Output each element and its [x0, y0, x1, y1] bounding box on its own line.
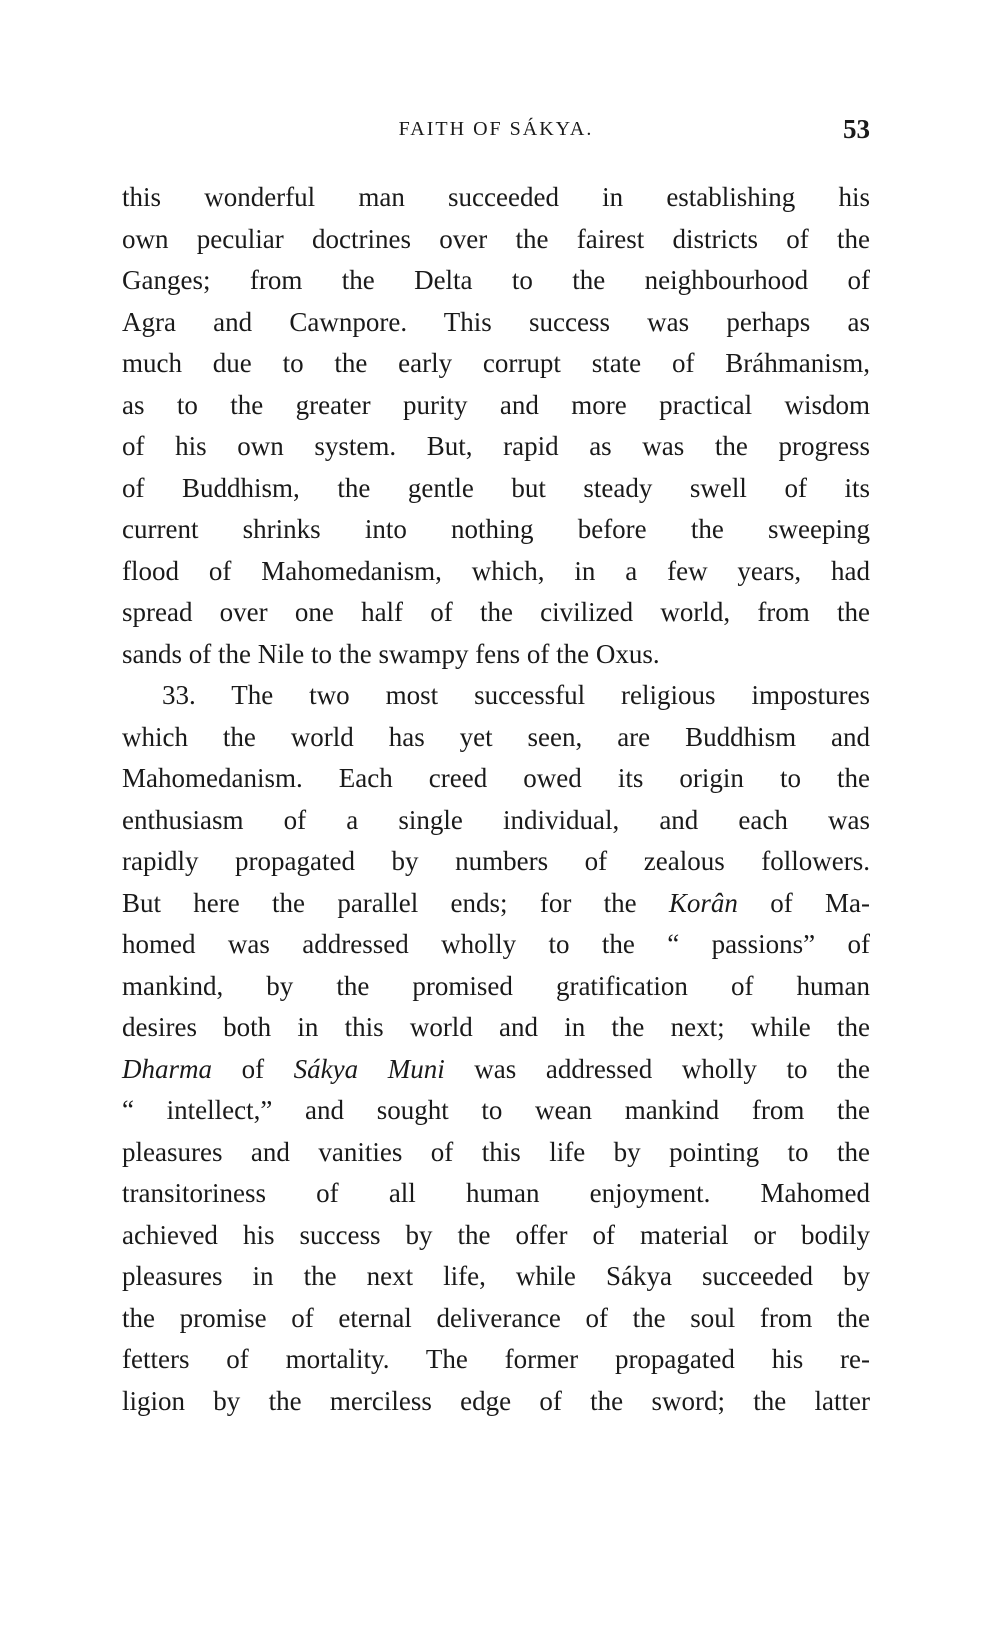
- italic-term: Korân: [668, 887, 738, 918]
- text-line: Mahomedanism. Each creed owed its origin to the: [122, 763, 870, 793]
- text-line: desires both in this world and in the next; while the: [122, 1012, 870, 1042]
- text-line: transitoriness of all human enjoyment. Mahomed: [122, 1178, 870, 1208]
- running-head: [120, 114, 872, 154]
- text-line: 33. The two most successful religious impostures: [162, 680, 870, 710]
- text-line: Agra and Cawnpore. This success was perhaps as: [122, 306, 870, 337]
- text-line: [122, 1049, 870, 1091]
- text-line: achieved his success by the offer of material or bodily: [122, 1219, 870, 1250]
- text-line: homed was addressed wholly to the “ passions” of: [122, 929, 870, 959]
- text-line: mankind, by the promised gratification of human: [122, 970, 870, 1001]
- page-number: 53: [843, 114, 870, 144]
- text-line: this wonderful man succeeded in establishing his: [122, 182, 870, 212]
- text-line: enthusiasm of a single individual, and each was: [122, 804, 870, 835]
- text-line: pleasures in the next life, while Sákya succeeded by: [122, 1261, 870, 1291]
- text-run: of Ma-: [737, 887, 870, 918]
- text-run: of: [212, 1053, 294, 1084]
- text-line: rapidly propagated by numbers of zealous followers.: [122, 846, 870, 876]
- text-line: “ intellect,” and sought to wean mankind from the: [122, 1095, 870, 1125]
- text-line: [122, 883, 870, 925]
- running-title: FAITH OF SÁKYA.: [398, 118, 594, 140]
- text-line: ligion by the merciless edge of the sword; the latter: [122, 1385, 870, 1416]
- text-line: of Buddhism, the gentle but steady swell of its: [122, 472, 870, 503]
- text-line: own peculiar doctrines over the fairest districts of the: [122, 223, 870, 254]
- text-line: current shrinks into nothing before the sweeping: [122, 514, 870, 544]
- text-line: of his own system. But, rapid as was the progress: [122, 431, 870, 461]
- body-text: [122, 177, 870, 1422]
- text-line: which the world has yet seen, are Buddhism and: [122, 721, 870, 752]
- text-line: flood of Mahomedanism, which, in a few years, had: [122, 555, 870, 586]
- italic-term: Sákya Muni: [293, 1053, 445, 1084]
- text-line: the promise of eternal deliverance of the soul from the: [122, 1302, 870, 1333]
- text-run: was addressed wholly to the: [444, 1053, 870, 1084]
- italic-term: Dharma: [122, 1053, 213, 1084]
- text-line: as to the greater purity and more practical wisdom: [122, 389, 870, 420]
- text-line: spread over one half of the civilized world, from the: [122, 597, 870, 627]
- text-line: sands of the Nile to the swampy fens of the Oxus.: [122, 638, 660, 669]
- text-line: much due to the early corrupt state of Bráhmanism,: [122, 348, 870, 378]
- text-line: pleasures and vanities of this life by pointing to the: [122, 1136, 870, 1167]
- text-line: Ganges; from the Delta to the neighbourhood of: [122, 265, 870, 295]
- text-run: But here the parallel ends; for the: [122, 887, 669, 918]
- text-line: fetters of mortality. The former propagated his re-: [122, 1344, 870, 1374]
